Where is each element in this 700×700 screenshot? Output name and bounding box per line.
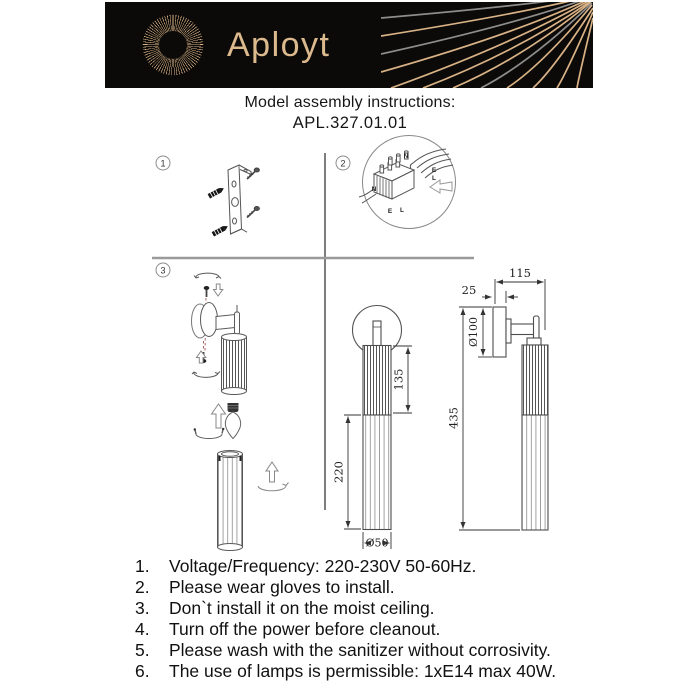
wall-anchor-icon — [212, 224, 229, 236]
brand-banner — [105, 2, 593, 88]
dim-lower-height: 220 — [331, 461, 346, 483]
step3-number: 3 — [160, 265, 166, 276]
item-text: Turn off the power before cleanout. — [169, 619, 441, 639]
rotate-arrow-icon — [258, 462, 289, 491]
dim-plate-thickness: 25 — [461, 283, 477, 297]
insert-arrow-icon — [212, 404, 226, 428]
item-number: 1. — [135, 556, 150, 576]
page-title: Model assembly instructions: — [244, 94, 456, 111]
instructions-list — [135, 556, 595, 682]
item-number: 2. — [135, 577, 150, 597]
tube-icon — [218, 451, 243, 551]
wall-anchor-icon — [208, 186, 225, 198]
dim-plate-diameter: Ø100 — [467, 316, 480, 348]
item-text: Don`t install it on the moist ceiling. — [169, 598, 435, 618]
step2-diagram — [336, 136, 456, 229]
wire-label: N — [371, 186, 377, 193]
model-number: APL.327.01.01 — [292, 114, 408, 132]
dim-upper-height: 135 — [391, 368, 406, 391]
starburst-core — [159, 31, 187, 59]
screw-icon — [204, 286, 210, 297]
item-text: Please wash with the sanitizer without corrosivity. — [169, 640, 551, 660]
wire-label: E — [387, 208, 393, 215]
item-number: 3. — [135, 598, 150, 618]
side-view — [447, 266, 549, 530]
bulb-icon — [225, 403, 240, 439]
dim-depth-total: 115 — [509, 266, 531, 280]
item-number: 4. — [135, 619, 150, 639]
rays-decoration-icon — [381, 2, 593, 88]
title-block — [0, 93, 700, 133]
lock-ring-icon — [194, 273, 221, 278]
list-item — [135, 556, 595, 577]
brand-name: Aployt — [227, 26, 331, 64]
wire-label: L — [432, 175, 436, 182]
shade-icon — [222, 334, 247, 395]
item-text: The use of lamps is permissible: 1xE14 max 40W. — [169, 661, 557, 681]
list-item — [135, 598, 595, 619]
step1-diagram — [156, 156, 259, 236]
dim-tube-diameter: Ø50 — [365, 536, 389, 550]
item-number: 5. — [135, 640, 150, 660]
list-item — [135, 619, 595, 640]
step1-number: 1 — [160, 158, 166, 169]
wire-label: L — [400, 207, 404, 214]
step3-diagram — [156, 263, 289, 551]
insert-arrow-icon — [214, 284, 223, 296]
list-item — [135, 577, 595, 598]
wall-plate-icon — [192, 303, 218, 339]
front-view — [332, 306, 413, 550]
wire-label: N — [403, 153, 409, 160]
list-item — [135, 640, 595, 661]
lock-ring-icon — [192, 372, 220, 378]
item-text: Please wear gloves to install. — [169, 577, 395, 597]
arm-icon — [216, 305, 240, 334]
ring-with-screws-icon — [194, 428, 225, 439]
screw-icon — [247, 207, 259, 218]
item-number: 6. — [135, 661, 150, 681]
step2-number: 2 — [340, 158, 346, 169]
wire-label: E — [431, 167, 437, 174]
list-item — [135, 661, 595, 682]
assembly-drawing — [0, 130, 700, 560]
item-text: Voltage/Frequency: 220-230V 50-60Hz. — [169, 556, 477, 576]
dim-total-height: 435 — [446, 407, 461, 429]
